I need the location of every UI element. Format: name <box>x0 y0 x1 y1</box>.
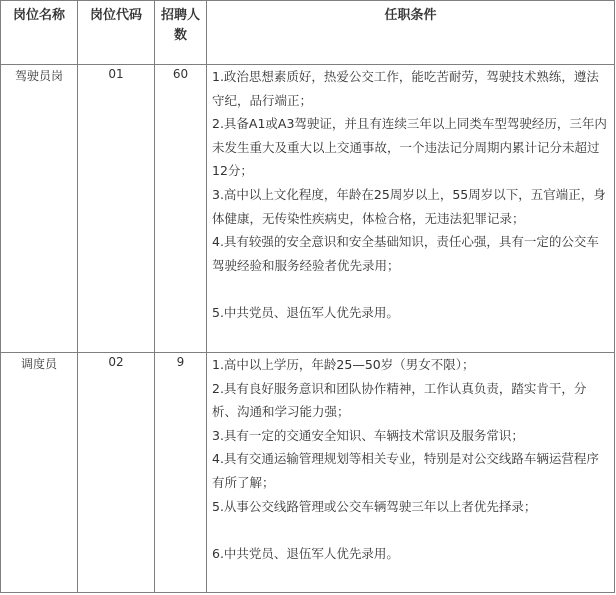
table-row <box>1 353 615 593</box>
header-row <box>1 1 615 65</box>
requirement-item: 6.中共党员、退伍军人优先录用。 <box>212 545 399 561</box>
recruit-count-cell: 9 <box>155 353 207 593</box>
position-code-cell: 01 <box>78 65 155 353</box>
requirement-item: 4.具有较强的安全意识和安全基础知识，责任心强，具有一定的公交车驾驶经验和服务经验者优先录用； <box>212 234 599 273</box>
requirement-item: 3.高中以上文化程度，年龄在25周岁以上，55周岁以下，五官端正，身体健康，无传染性疾病史，体检合格，无违法犯罪记录； <box>212 186 606 226</box>
requirements-cell <box>207 65 615 353</box>
requirements-cell <box>207 353 615 593</box>
requirement-item: 4.具有交通运输管理规划等相关专业，特别是对公交线路车辆运营程序有所了解； <box>212 451 599 490</box>
header-position-code: 岗位代码 <box>78 1 155 65</box>
header-position-name: 岗位名称 <box>1 1 78 65</box>
requirement-item: 5.中共党员、退伍军人优先录用。 <box>212 304 399 320</box>
table-row <box>1 65 615 353</box>
position-code-cell: 02 <box>78 353 155 593</box>
spacer <box>212 277 609 301</box>
header-recruit-count: 招聘人数 <box>155 1 207 65</box>
position-name-cell: 驾驶员岗 <box>1 65 78 353</box>
requirement-item: 1.政治思想素质好，热爱公交工作，能吃苦耐劳，驾驶技术熟练，遵法守纪，品行端正； <box>212 69 599 108</box>
requirement-item: 5.从事公交线路管理或公交车辆驾驶三年以上者优先择录； <box>212 498 537 514</box>
requirement-item: 2.具备A1或A3驾驶证，并且有连续三年以上同类车型驾驶经历，三年内未发生重大及重大以上交通事故，一个违法记分周期内累计记分未超过12分； <box>212 116 607 179</box>
requirement-item: 1.高中以上学历，年龄25—50岁（男女不限）； <box>212 357 475 372</box>
position-name-cell: 调度员 <box>1 353 78 593</box>
requirement-item: 2.具有良好服务意识和团队协作精神，工作认真负责，踏实肯干，分析、沟通和学习能力强； <box>212 380 587 420</box>
recruit-count-cell: 60 <box>155 65 207 353</box>
spacer <box>212 518 609 542</box>
header-requirements: 任职条件 <box>207 1 615 65</box>
requirement-item: 3.具有一定的交通安全知识、车辆技术常识及服务常识； <box>212 427 524 443</box>
